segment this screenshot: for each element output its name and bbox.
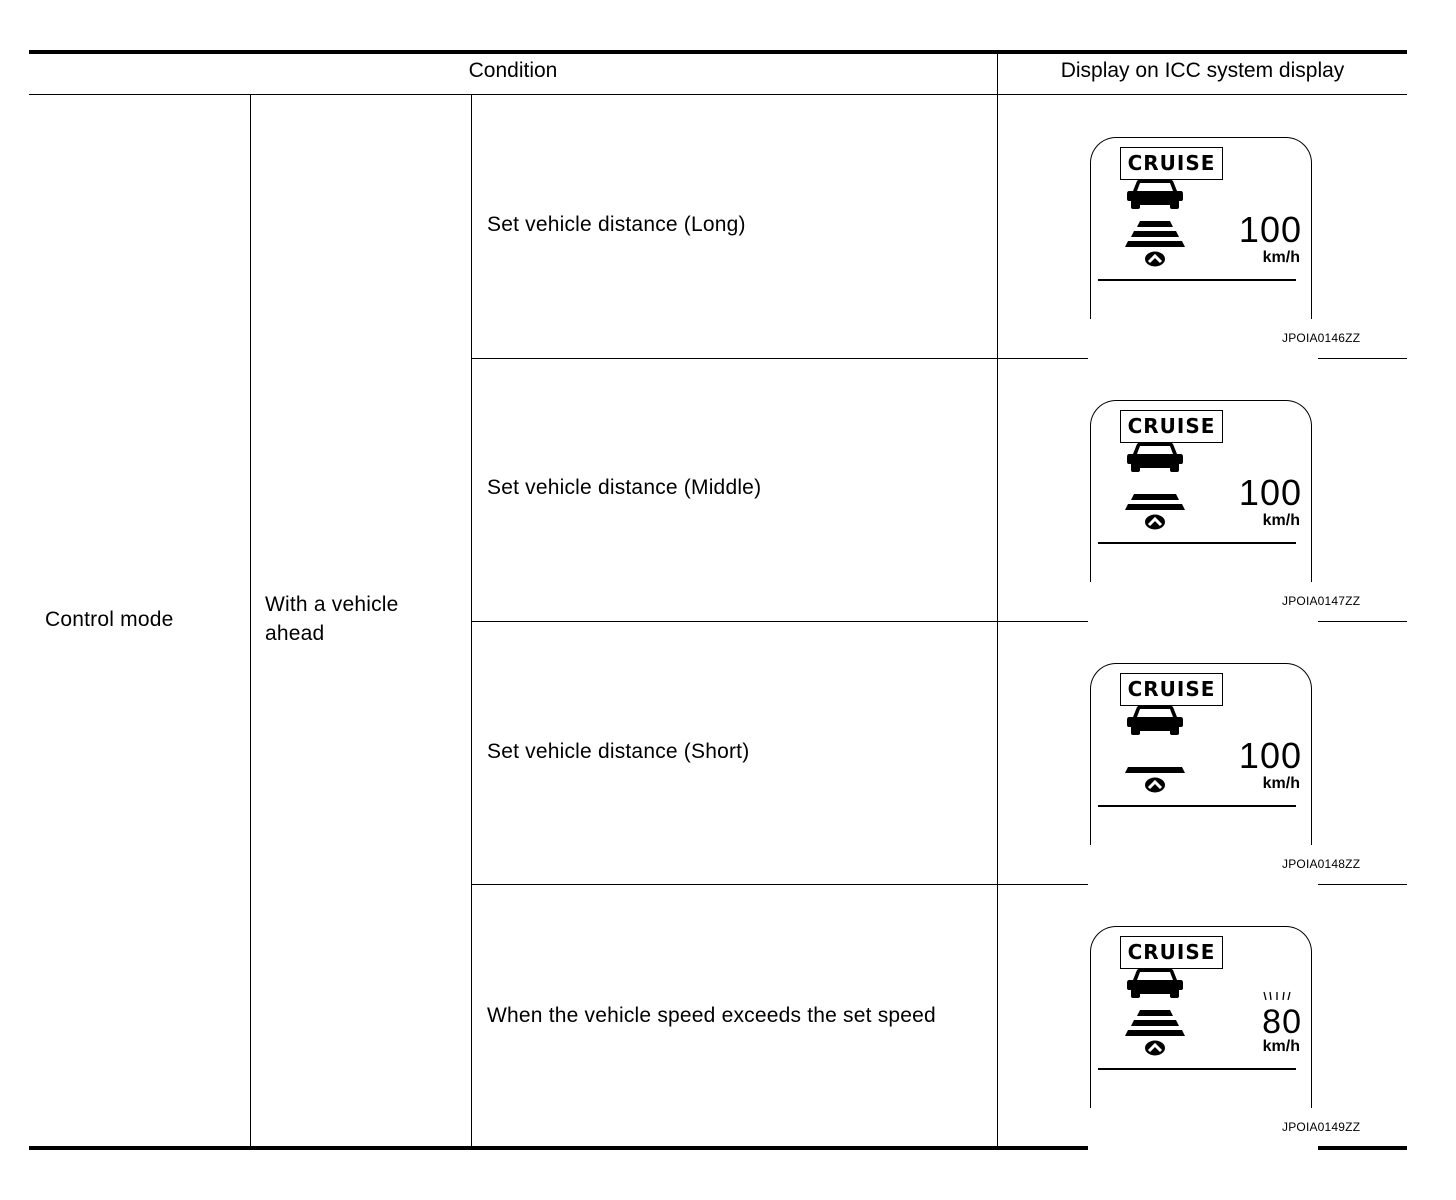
distance-bar [1125,1030,1185,1036]
car-ahead-icon [1127,442,1183,472]
set-speed-value: 100 [1238,472,1302,513]
icc-display-panel [1090,926,1314,1109]
speed-unit-label: km/h [1262,512,1300,529]
own-vehicle-marker [1145,778,1165,793]
column-divider-2 [471,94,472,1147]
own-vehicle-marker [1145,515,1165,530]
set-speed-value: 100 [1238,209,1302,250]
control-mode-label: Control mode [45,608,174,631]
distance-bar [1137,1010,1173,1016]
figure-code-2: JPOIA0147ZZ [1282,594,1361,608]
vehicle-ahead-icon [1123,968,1187,1058]
speed-unit-label: km/h [1262,1038,1300,1055]
situation-label-line1: With a vehicle [265,593,399,616]
figure-code-4: JPOIA0149ZZ [1282,1120,1361,1134]
car-ahead-icon [1127,179,1183,209]
distance-bar [1131,494,1179,500]
cruise-indicator: CRUISE [1120,147,1223,180]
figure-code-1: JPOIA0146ZZ [1282,331,1361,345]
vehicle-ahead-icon [1123,442,1187,532]
display-divider [1098,279,1296,281]
figure-code-3: JPOIA0148ZZ [1282,857,1361,871]
cruise-indicator: CRUISE [1120,936,1223,969]
vehicle-ahead-icon [1123,179,1187,269]
display-frame-mask [1088,845,1318,905]
condition-row-2: Set vehicle distance (Middle) [487,476,762,499]
flashing-indicator-icon [1260,990,1300,1004]
cruise-indicator: CRUISE [1120,673,1223,706]
distance-bar [1131,231,1179,237]
column-divider-display [997,50,998,1147]
header-display: Display on ICC system display [1060,59,1345,82]
display-divider [1098,805,1296,807]
icc-display-panel [1090,663,1314,846]
header-condition: Condition [468,59,558,82]
condition-row-4: When the vehicle speed exceeds the set speed [487,1004,936,1027]
condition-row-3: Set vehicle distance (Short) [487,740,750,763]
distance-bar [1125,241,1185,247]
situation-label [265,590,399,648]
display-divider [1098,1068,1296,1070]
set-speed-value: 100 [1238,735,1302,776]
condition-row-1: Set vehicle distance (Long) [487,213,746,236]
header-bottom-rule [29,94,1407,95]
distance-bar [1125,767,1185,773]
speed-unit-label: km/h [1262,249,1300,266]
car-ahead-icon [1127,705,1183,735]
set-speed-value: 80 [1262,1003,1302,1041]
situation-label-line2: ahead [265,622,325,645]
display-divider [1098,542,1296,544]
table-top-rule [29,50,1407,54]
car-ahead-icon [1127,968,1183,998]
speed-unit-label: km/h [1262,775,1300,792]
own-vehicle-marker [1145,1041,1165,1056]
display-frame-mask [1088,319,1318,379]
icc-display-panel [1090,400,1314,583]
display-frame-mask [1088,1108,1318,1168]
distance-bar [1125,504,1185,510]
vehicle-ahead-icon [1123,705,1187,795]
distance-bar [1137,221,1173,227]
distance-bar [1131,1020,1179,1026]
own-vehicle-marker [1145,252,1165,267]
cruise-indicator: CRUISE [1120,410,1223,443]
column-divider-1 [250,94,251,1147]
icc-display-panel [1090,137,1314,320]
display-frame-mask [1088,582,1318,642]
